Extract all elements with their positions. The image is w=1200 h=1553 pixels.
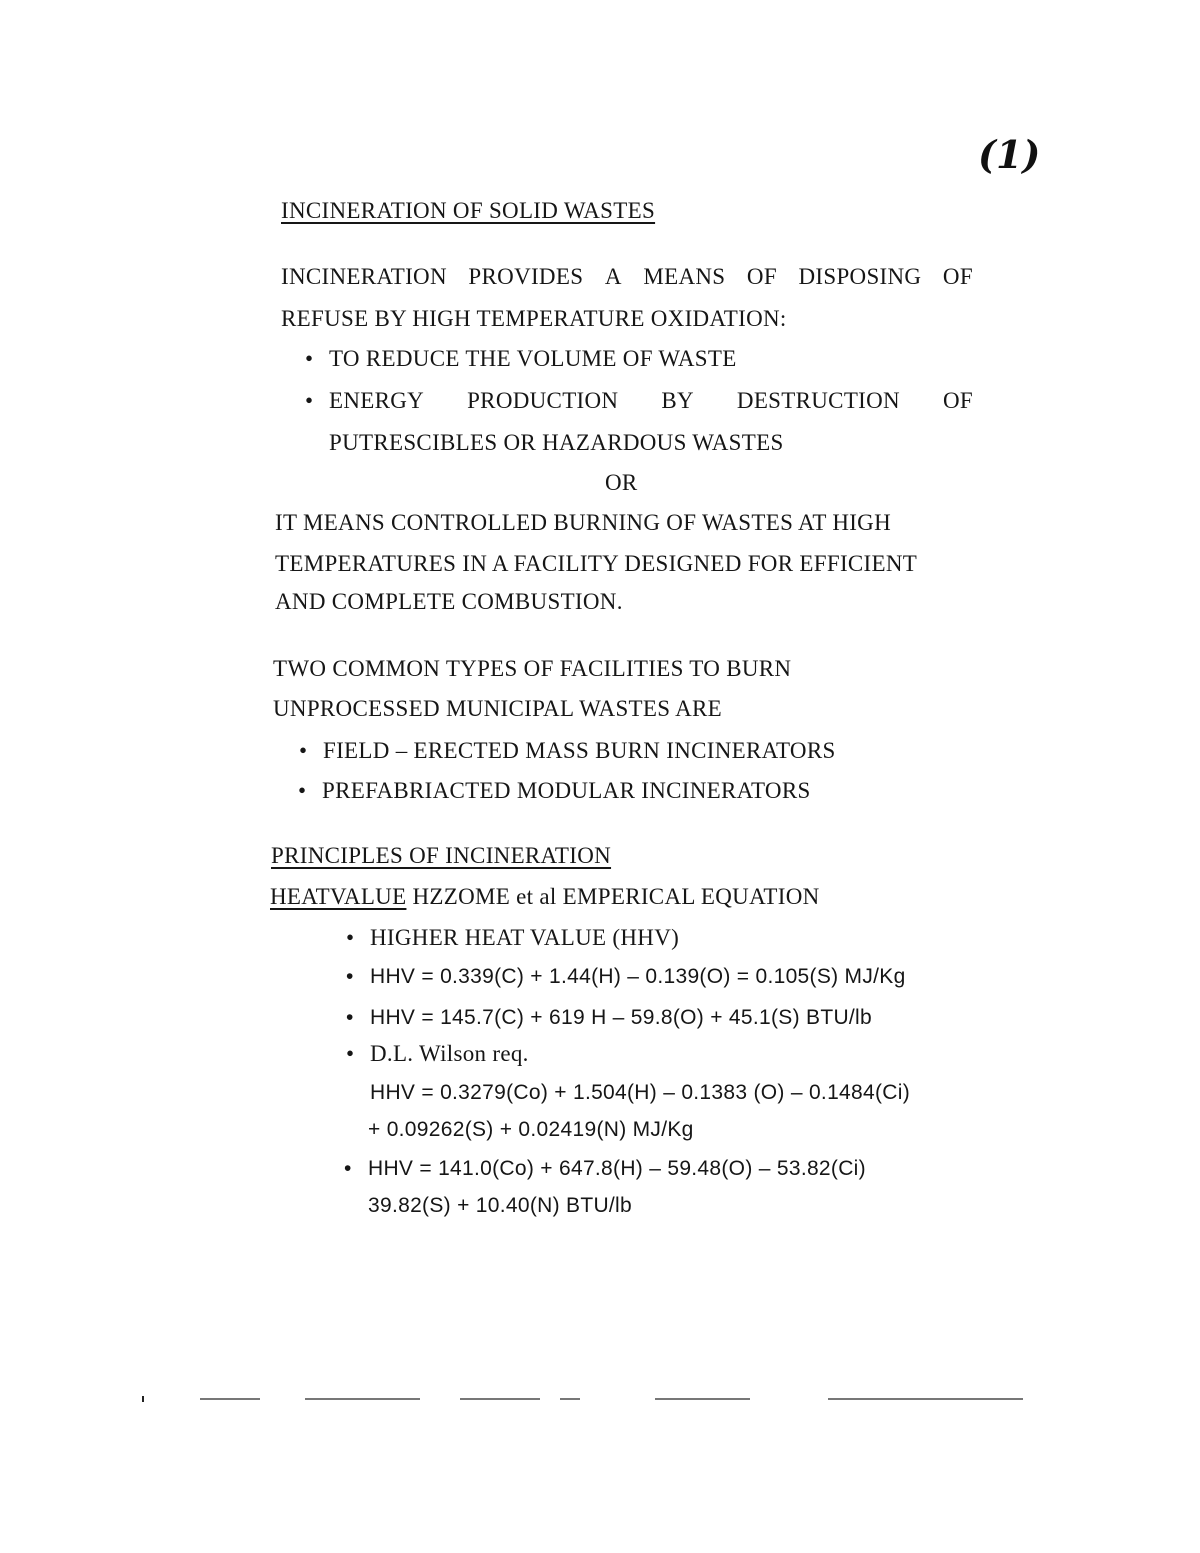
intro-line-1-word: MEANS — [643, 264, 726, 289]
equation-item-3: • HHV = 145.7(C) + 619 H – 59.8(O) + 45.1(S) BTU/lb — [370, 1006, 872, 1030]
document-title: INCINERATION OF SOLID WASTES — [281, 198, 656, 223]
page-number-mark: (1) — [978, 132, 1041, 177]
scan-artifact-line — [460, 1398, 540, 1400]
facilities-line-1: TWO COMMON TYPES OF FACILITIES TO BURN — [273, 656, 792, 681]
facility-item-1: • FIELD – ERECTED MASS BURN INCINERATORS — [323, 738, 836, 764]
scan-artifact-line — [560, 1398, 580, 1400]
equation-item-5: • HHV = 141.0(Co) + 647.8(H) – 59.48(O) – 53.82(Ci) — [368, 1157, 866, 1181]
scan-artifact-line — [305, 1398, 420, 1400]
intro-line-1 — [281, 264, 973, 290]
scan-artifact-tick — [142, 1396, 144, 1402]
intro-line-1-word: INCINERATION — [281, 264, 447, 289]
heatvalue-description: HZZOME et al EMPERICAL EQUATION — [412, 884, 820, 909]
definition-line-3: AND COMPLETE COMBUSTION. — [275, 589, 623, 614]
intro-line-1-word: OF — [746, 264, 777, 289]
equation-item-1: • HIGHER HEAT VALUE (HHV) — [370, 925, 679, 951]
equation-item-4: • D.L. Wilson req. — [370, 1041, 529, 1067]
purpose-item-2-word: DESTRUCTION — [736, 388, 900, 413]
purpose-item-2-line-1 — [329, 388, 973, 414]
heatvalue-label: HEATVALUE — [270, 884, 407, 909]
or-separator: OR — [605, 470, 638, 495]
definition-line-2: TEMPERATURES IN A FACILITY DESIGNED FOR EFFICIENT — [275, 551, 918, 576]
intro-line-2: REFUSE BY HIGH TEMPERATURE OXIDATION: — [281, 306, 787, 331]
scan-artifact-line — [200, 1398, 260, 1400]
equation-item-5-line-2: 39.82(S) + 10.40(N) BTU/lb — [368, 1194, 632, 1217]
intro-line-1-word: A — [604, 264, 622, 289]
purpose-item-2-line-2: PUTRESCIBLES OR HAZARDOUS WASTES — [329, 430, 784, 455]
purpose-item-2-word: PRODUCTION — [467, 388, 619, 413]
equation-item-2: • HHV = 0.339(C) + 1.44(H) – 0.139(O) = 0.105(S) MJ/Kg — [370, 965, 906, 989]
scan-artifact-line — [655, 1398, 750, 1400]
definition-line-1: IT MEANS CONTROLLED BURNING OF WASTES AT HIGH — [275, 510, 892, 535]
facility-item-2: • PREFABRIACTED MODULAR INCINERATORS — [322, 778, 811, 804]
heatvalue-line — [270, 884, 820, 910]
intro-line-1-word: OF — [942, 264, 973, 289]
equation-item-4-line-2: HHV = 0.3279(Co) + 1.504(H) – 0.1383 (O) – 0.1484(Ci) — [370, 1081, 910, 1104]
scan-artifact-line — [828, 1398, 1023, 1400]
purpose-item-1: • TO REDUCE THE VOLUME OF WASTE — [329, 346, 737, 372]
intro-line-1-word: DISPOSING — [798, 264, 922, 289]
intro-line-1-word: PROVIDES — [468, 264, 584, 289]
purpose-item-2-word: BY — [661, 388, 694, 413]
facilities-line-2: UNPROCESSED MUNICIPAL WASTES ARE — [273, 696, 723, 721]
equation-item-4-line-3: + 0.09262(S) + 0.02419(N) MJ/Kg — [368, 1118, 694, 1141]
principles-heading: PRINCIPLES OF INCINERATION — [271, 843, 612, 868]
purpose-item-2-word: OF — [942, 388, 973, 413]
purpose-item-2-word: • ENERGY — [329, 388, 425, 413]
